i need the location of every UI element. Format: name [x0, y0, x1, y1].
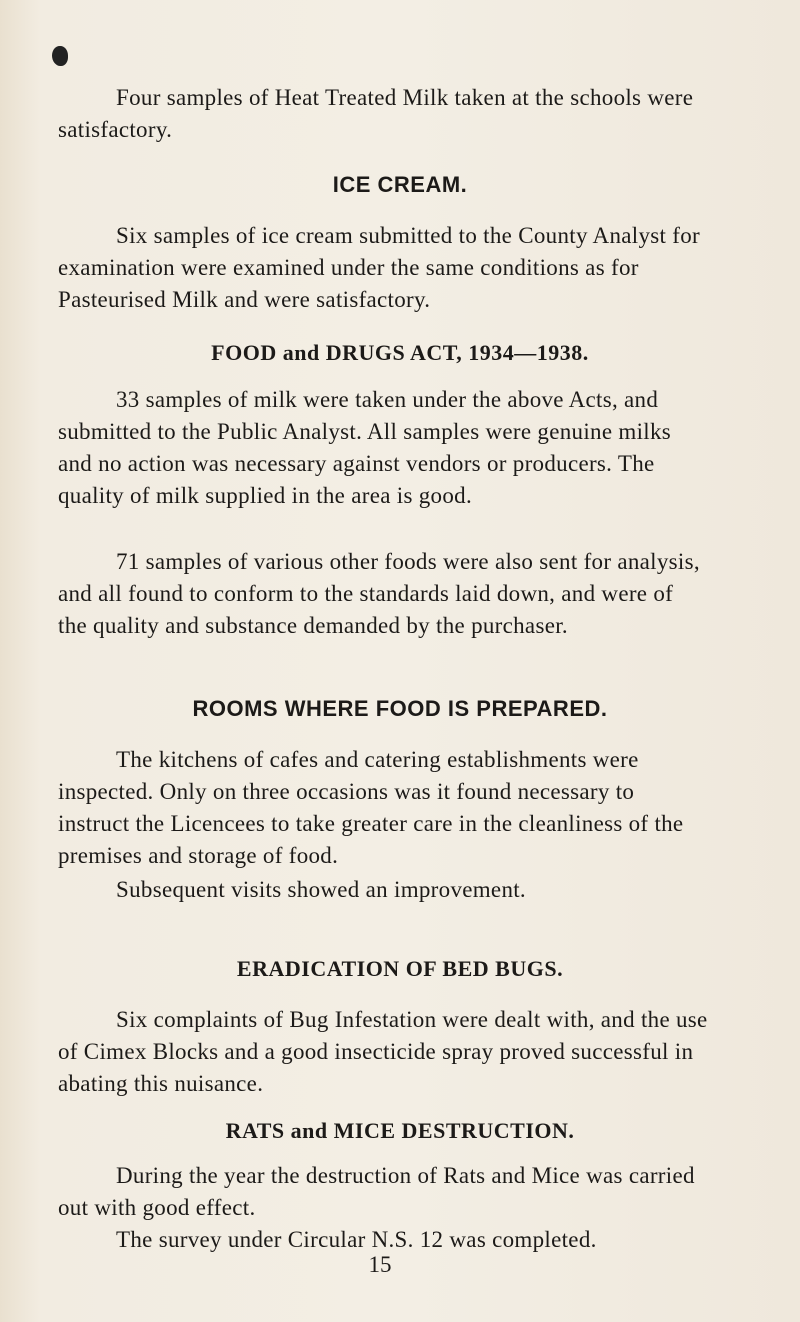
- heading-food-drugs-act: FOOD and DRUGS ACT, 1934—1938.: [211, 340, 589, 365]
- intro-paragraph: Four samples of Heat Treated Milk taken at the schools were satisfactory.: [58, 85, 694, 142]
- paragraph-kitchens: The kitchens of cafes and catering establishments were inspected. Only on three occasions was it found necessary to instruct the Licencees to take greater care in the cleanliness of the premises and storage of food.: [58, 747, 684, 868]
- paragraph-ice-cream: Six samples of ice cream submitted to the County Analyst for examination were examined under the same conditions as for Pasteurised Milk and were satisfactory.: [58, 223, 700, 312]
- heading-ice-cream: ICE CREAM.: [332, 172, 468, 197]
- ink-blot: [52, 46, 68, 66]
- heading-rats-mice: RATS and MICE DESTRUCTION.: [225, 1118, 575, 1143]
- heading-rooms-food-prepared: ROOMS WHERE FOOD IS PREPARED.: [192, 696, 608, 721]
- paragraph-subsequent-visits: Subsequent visits showed an improvement.: [116, 877, 526, 902]
- paragraph-bed-bugs: Six complaints of Bug Infestation were dealt with, and the use of Cimex Blocks and a good insecticide spray proved successful in abating this nuisance.: [58, 1007, 708, 1096]
- paragraph-survey: The survey under Circular N.S. 12 was completed.: [116, 1227, 597, 1252]
- page-number: 15: [368, 1252, 392, 1277]
- paragraph-milk-samples: 33 samples of milk were taken under the above Acts, and submitted to the Public Analyst. All samples were genuine milks and no action was necessary against vendors or producers. The quality of milk supplied in the area is good.: [58, 387, 672, 508]
- paragraph-rats-mice: During the year the destruction of Rats and Mice was carried out with good effect.: [58, 1163, 695, 1220]
- paragraph-other-foods: 71 samples of various other foods were also sent for analysis, and all found to conform to the standards laid down, and were of the quality and substance demanded by the purchaser.: [58, 549, 700, 638]
- heading-bed-bugs: ERADICATION OF BED BUGS.: [236, 956, 564, 981]
